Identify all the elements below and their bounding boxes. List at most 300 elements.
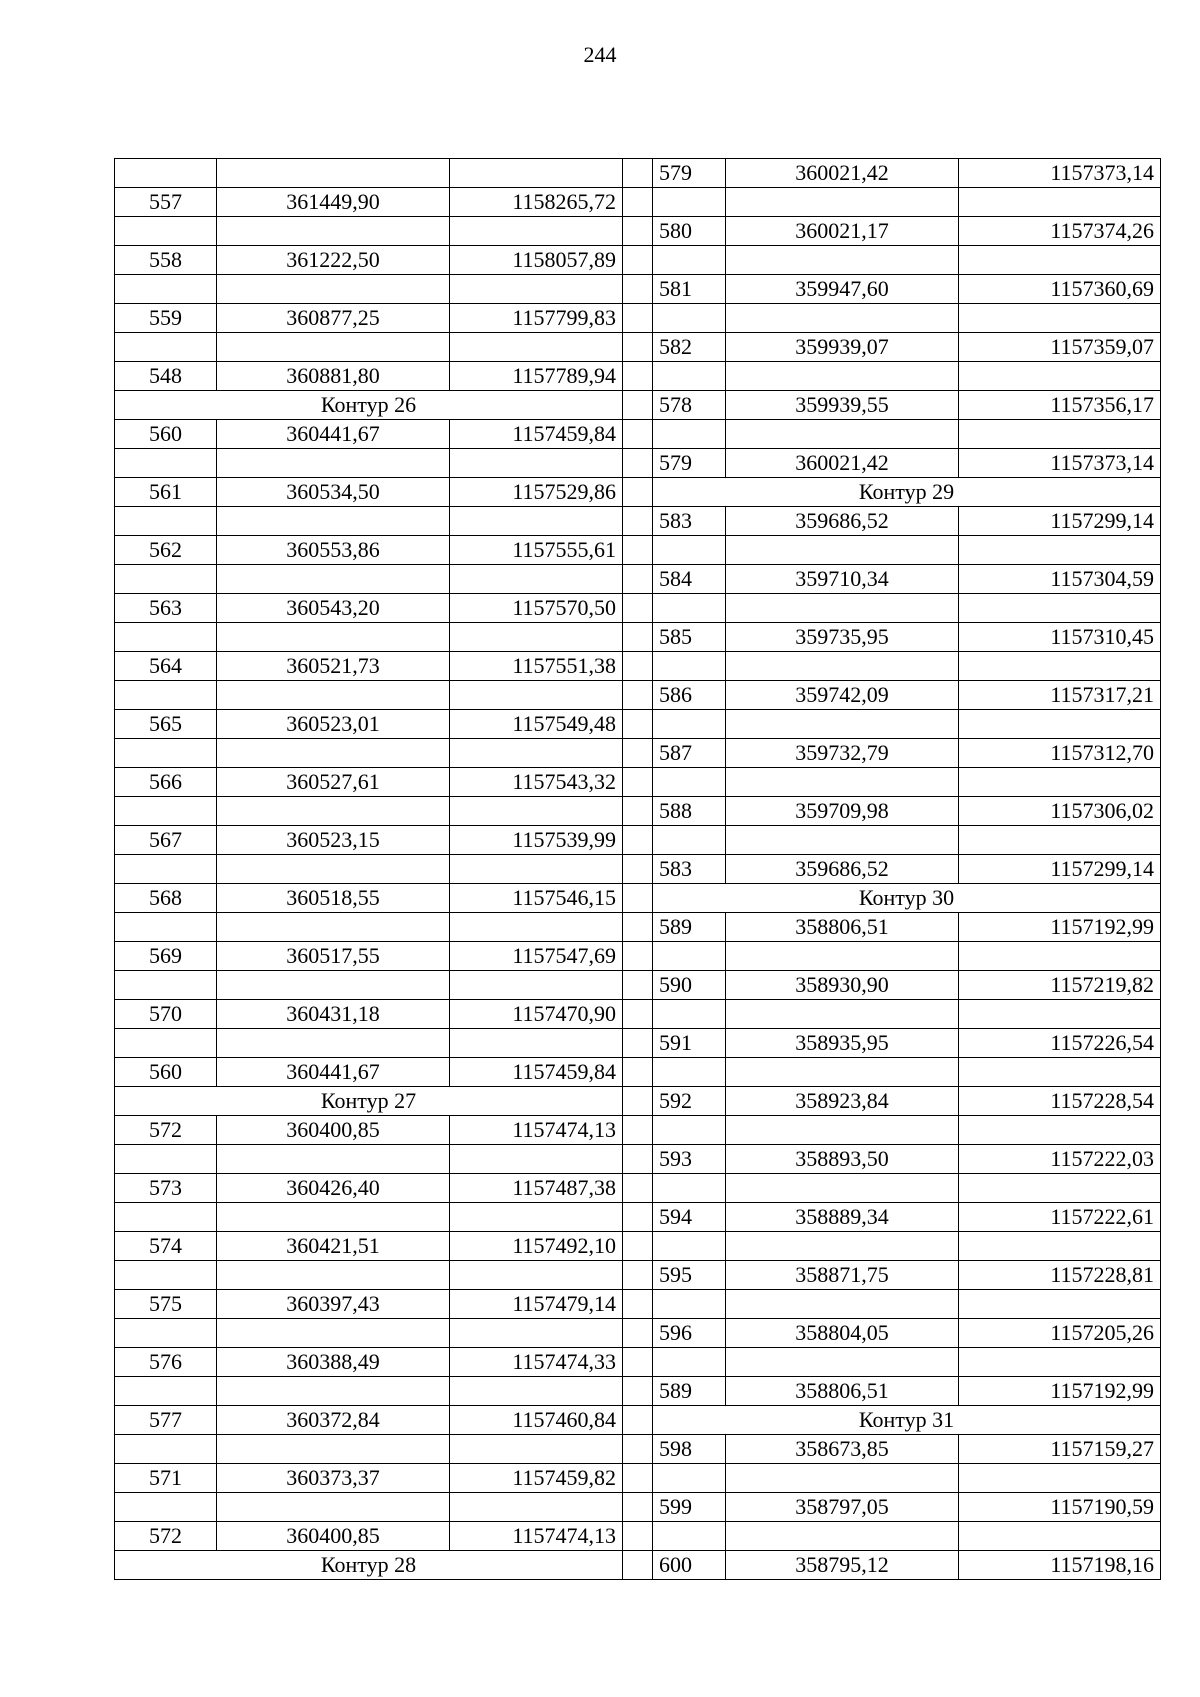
point-number [653,1174,726,1203]
y-coordinate: 1157459,84 [450,420,623,449]
x-coordinate: 360400,85 [217,1116,450,1145]
y-coordinate [959,1232,1161,1261]
x-coordinate: 360553,86 [217,536,450,565]
x-coordinate: 358806,51 [726,913,959,942]
y-coordinate: 1157529,86 [450,478,623,507]
y-coordinate [959,1058,1161,1087]
point-number: 568 [115,884,217,913]
column-separator [623,1145,653,1174]
x-coordinate: 360426,40 [217,1174,450,1203]
point-number: 565 [115,710,217,739]
point-number [653,536,726,565]
x-coordinate [217,1029,450,1058]
x-coordinate: 360372,84 [217,1406,450,1435]
y-coordinate: 1157570,50 [450,594,623,623]
point-number: 561 [115,478,217,507]
column-separator [623,1203,653,1232]
point-number [115,971,217,1000]
table-row [115,217,1161,246]
table-row [115,1000,1161,1029]
point-number: 584 [653,565,726,594]
y-coordinate: 1157799,83 [450,304,623,333]
y-coordinate [959,246,1161,275]
point-number [653,652,726,681]
column-separator [623,304,653,333]
x-coordinate: 358893,50 [726,1145,959,1174]
point-number: 572 [115,1522,217,1551]
y-coordinate: 1157374,26 [959,217,1161,246]
x-coordinate: 359735,95 [726,623,959,652]
table-row [115,884,1161,913]
x-coordinate [726,826,959,855]
point-number: 577 [115,1406,217,1435]
point-number [653,362,726,391]
y-coordinate: 1157219,82 [959,971,1161,1000]
column-separator [623,1493,653,1522]
point-number: 563 [115,594,217,623]
column-separator [623,507,653,536]
point-number [115,681,217,710]
table-row [115,507,1161,536]
contour-heading: Контур 29 [653,478,1161,507]
column-separator [623,913,653,942]
table-row [115,855,1161,884]
x-coordinate [726,1174,959,1203]
y-coordinate: 1157360,69 [959,275,1161,304]
point-number: 560 [115,1058,217,1087]
y-coordinate: 1157459,82 [450,1464,623,1493]
x-coordinate: 360527,61 [217,768,450,797]
y-coordinate [959,1348,1161,1377]
table-row [115,1116,1161,1145]
contour-heading: Контур 28 [115,1551,623,1580]
column-separator [623,159,653,188]
table-row [115,1087,1161,1116]
y-coordinate: 1158057,89 [450,246,623,275]
table-row [115,1493,1161,1522]
table-row [115,246,1161,275]
point-number: 558 [115,246,217,275]
x-coordinate: 360397,43 [217,1290,450,1319]
x-coordinate [217,855,450,884]
y-coordinate: 1157551,38 [450,652,623,681]
y-coordinate [959,1116,1161,1145]
point-number [115,333,217,362]
point-number: 580 [653,217,726,246]
column-separator [623,1435,653,1464]
column-separator [623,391,653,420]
x-coordinate [726,536,959,565]
point-number [115,797,217,826]
table-row [115,710,1161,739]
table-row [115,1029,1161,1058]
table-row [115,449,1161,478]
point-number: 589 [653,913,726,942]
table-row [115,304,1161,333]
table-row [115,1319,1161,1348]
point-number [653,1000,726,1029]
point-number [653,188,726,217]
table-row [115,681,1161,710]
table-row [115,1232,1161,1261]
y-coordinate: 1157228,54 [959,1087,1161,1116]
x-coordinate: 358804,05 [726,1319,959,1348]
y-coordinate: 1157159,27 [959,1435,1161,1464]
x-coordinate [217,681,450,710]
y-coordinate: 1157474,13 [450,1116,623,1145]
point-number [115,1319,217,1348]
x-coordinate [726,188,959,217]
table-row [115,594,1161,623]
y-coordinate: 1157470,90 [450,1000,623,1029]
y-coordinate: 1157356,17 [959,391,1161,420]
x-coordinate: 359686,52 [726,507,959,536]
column-separator [623,1058,653,1087]
x-coordinate: 360421,51 [217,1232,450,1261]
y-coordinate [959,652,1161,681]
x-coordinate: 360523,15 [217,826,450,855]
column-separator [623,1522,653,1551]
x-coordinate [217,565,450,594]
column-separator [623,942,653,971]
column-separator [623,710,653,739]
x-coordinate [726,1290,959,1319]
x-coordinate: 359939,07 [726,333,959,362]
column-separator [623,855,653,884]
y-coordinate [959,1522,1161,1551]
table-row [115,768,1161,797]
x-coordinate: 360441,67 [217,420,450,449]
column-separator [623,478,653,507]
x-coordinate [217,1145,450,1174]
y-coordinate: 1157492,10 [450,1232,623,1261]
table-row [115,652,1161,681]
point-number: 587 [653,739,726,768]
y-coordinate [450,1145,623,1174]
x-coordinate: 360881,80 [217,362,450,391]
x-coordinate: 360877,25 [217,304,450,333]
x-coordinate: 358673,85 [726,1435,959,1464]
x-coordinate [217,739,450,768]
x-coordinate: 360521,73 [217,652,450,681]
y-coordinate: 1157474,13 [450,1522,623,1551]
point-number: 567 [115,826,217,855]
column-separator [623,1319,653,1348]
point-number: 578 [653,391,726,420]
table-row [115,623,1161,652]
x-coordinate: 359947,60 [726,275,959,304]
y-coordinate [450,449,623,478]
point-number: 583 [653,855,726,884]
column-separator [623,1232,653,1261]
point-number: 599 [653,1493,726,1522]
y-coordinate [450,275,623,304]
y-coordinate [959,536,1161,565]
coordinates-table [114,158,1161,1580]
table-row [115,1406,1161,1435]
point-number: 581 [653,275,726,304]
x-coordinate: 358871,75 [726,1261,959,1290]
y-coordinate: 1157789,94 [450,362,623,391]
y-coordinate [450,681,623,710]
point-number: 559 [115,304,217,333]
x-coordinate [726,1058,959,1087]
point-number [653,1290,726,1319]
y-coordinate: 1157479,14 [450,1290,623,1319]
coordinates-table-body [115,159,1161,1580]
column-separator [623,362,653,391]
point-number [653,710,726,739]
y-coordinate [959,594,1161,623]
table-row [115,391,1161,420]
point-number [653,420,726,449]
point-number [653,1522,726,1551]
y-coordinate [450,971,623,1000]
y-coordinate: 1157310,45 [959,623,1161,652]
y-coordinate [450,1261,623,1290]
x-coordinate: 360518,55 [217,884,450,913]
x-coordinate [726,304,959,333]
point-number: 583 [653,507,726,536]
point-number [115,1377,217,1406]
y-coordinate: 1157555,61 [450,536,623,565]
point-number [115,739,217,768]
x-coordinate [217,1319,450,1348]
x-coordinate: 360441,67 [217,1058,450,1087]
x-coordinate: 358797,05 [726,1493,959,1522]
y-coordinate [450,913,623,942]
x-coordinate [217,1435,450,1464]
x-coordinate: 359686,52 [726,855,959,884]
y-coordinate [450,333,623,362]
y-coordinate: 1157299,14 [959,507,1161,536]
table-row [115,1290,1161,1319]
y-coordinate: 1157487,38 [450,1174,623,1203]
point-number [653,1464,726,1493]
y-coordinate [959,362,1161,391]
point-number [115,1203,217,1232]
x-coordinate [217,913,450,942]
point-number: 588 [653,797,726,826]
x-coordinate [726,1116,959,1145]
x-coordinate [217,275,450,304]
point-number [653,826,726,855]
y-coordinate [450,1435,623,1464]
table-row [115,1261,1161,1290]
point-number [653,1058,726,1087]
column-separator [623,623,653,652]
point-number [115,507,217,536]
x-coordinate: 358930,90 [726,971,959,1000]
y-coordinate: 1157222,03 [959,1145,1161,1174]
point-number: 572 [115,1116,217,1145]
y-coordinate [450,507,623,536]
point-number: 594 [653,1203,726,1232]
point-number [115,623,217,652]
contour-heading: Контур 30 [653,884,1161,913]
x-coordinate: 361222,50 [217,246,450,275]
point-number: 566 [115,768,217,797]
point-number [115,159,217,188]
y-coordinate [450,1203,623,1232]
y-coordinate [959,942,1161,971]
y-coordinate: 1157226,54 [959,1029,1161,1058]
point-number [653,942,726,971]
column-separator [623,681,653,710]
table-row [115,1551,1161,1580]
column-separator [623,1000,653,1029]
point-number: 593 [653,1145,726,1174]
point-number [115,913,217,942]
point-number: 591 [653,1029,726,1058]
point-number: 569 [115,942,217,971]
column-separator [623,449,653,478]
x-coordinate [217,507,450,536]
x-coordinate [726,1232,959,1261]
column-separator [623,1029,653,1058]
point-number: 570 [115,1000,217,1029]
y-coordinate [450,855,623,884]
contour-heading: Контур 31 [653,1406,1161,1435]
column-separator [623,1174,653,1203]
x-coordinate: 360517,55 [217,942,450,971]
table-row [115,826,1161,855]
table-row [115,478,1161,507]
table-row [115,739,1161,768]
x-coordinate [726,942,959,971]
y-coordinate [450,217,623,246]
y-coordinate: 1157306,02 [959,797,1161,826]
x-coordinate: 360400,85 [217,1522,450,1551]
point-number: 592 [653,1087,726,1116]
table-row [115,420,1161,449]
point-number: 589 [653,1377,726,1406]
x-coordinate [726,1522,959,1551]
y-coordinate [450,797,623,826]
y-coordinate: 1157539,99 [450,826,623,855]
column-separator [623,1348,653,1377]
point-number [115,855,217,884]
point-number [653,594,726,623]
point-number [115,1261,217,1290]
x-coordinate [726,594,959,623]
y-coordinate [450,1319,623,1348]
y-coordinate: 1158265,72 [450,188,623,217]
y-coordinate: 1157546,15 [450,884,623,913]
point-number: 557 [115,188,217,217]
x-coordinate: 359710,34 [726,565,959,594]
x-coordinate: 358806,51 [726,1377,959,1406]
point-number: 585 [653,623,726,652]
column-separator [623,739,653,768]
y-coordinate [450,623,623,652]
table-row [115,159,1161,188]
x-coordinate [217,1203,450,1232]
point-number [115,565,217,594]
x-coordinate [726,1000,959,1029]
x-coordinate: 358795,12 [726,1551,959,1580]
x-coordinate: 358923,84 [726,1087,959,1116]
y-coordinate: 1157459,84 [450,1058,623,1087]
y-coordinate [959,188,1161,217]
table-row [115,333,1161,362]
y-coordinate: 1157198,16 [959,1551,1161,1580]
y-coordinate: 1157190,59 [959,1493,1161,1522]
y-coordinate [450,565,623,594]
y-coordinate [450,159,623,188]
x-coordinate [217,623,450,652]
y-coordinate [450,1377,623,1406]
point-number: 579 [653,449,726,478]
x-coordinate [217,1261,450,1290]
column-separator [623,1551,653,1580]
y-coordinate: 1157543,32 [450,768,623,797]
column-separator [623,536,653,565]
x-coordinate: 360431,18 [217,1000,450,1029]
column-separator [623,884,653,913]
column-separator [623,826,653,855]
y-coordinate [450,739,623,768]
x-coordinate [726,362,959,391]
point-number: 596 [653,1319,726,1348]
column-separator [623,1406,653,1435]
x-coordinate: 359732,79 [726,739,959,768]
point-number: 560 [115,420,217,449]
column-separator [623,333,653,362]
x-coordinate: 359742,09 [726,681,959,710]
x-coordinate: 361449,90 [217,188,450,217]
table-row [115,1145,1161,1174]
x-coordinate [726,710,959,739]
y-coordinate: 1157549,48 [450,710,623,739]
point-number: 595 [653,1261,726,1290]
table-row [115,188,1161,217]
table-row [115,536,1161,565]
y-coordinate [959,826,1161,855]
table-row [115,913,1161,942]
y-coordinate [959,1464,1161,1493]
y-coordinate [959,420,1161,449]
table-row [115,362,1161,391]
table-row [115,565,1161,594]
x-coordinate: 360388,49 [217,1348,450,1377]
y-coordinate: 1157460,84 [450,1406,623,1435]
table-row [115,1058,1161,1087]
y-coordinate [959,768,1161,797]
point-number [115,1145,217,1174]
point-number: 548 [115,362,217,391]
y-coordinate: 1157547,69 [450,942,623,971]
contour-heading: Контур 27 [115,1087,623,1116]
column-separator [623,1087,653,1116]
y-coordinate [959,1000,1161,1029]
table-row [115,275,1161,304]
point-number: 564 [115,652,217,681]
point-number: 571 [115,1464,217,1493]
y-coordinate: 1157312,70 [959,739,1161,768]
table-row [115,797,1161,826]
table-row [115,1464,1161,1493]
point-number: 600 [653,1551,726,1580]
column-separator [623,1261,653,1290]
point-number [115,1029,217,1058]
point-number: 590 [653,971,726,1000]
column-separator [623,797,653,826]
point-number: 579 [653,159,726,188]
column-separator [623,188,653,217]
x-coordinate [726,768,959,797]
point-number [115,1493,217,1522]
